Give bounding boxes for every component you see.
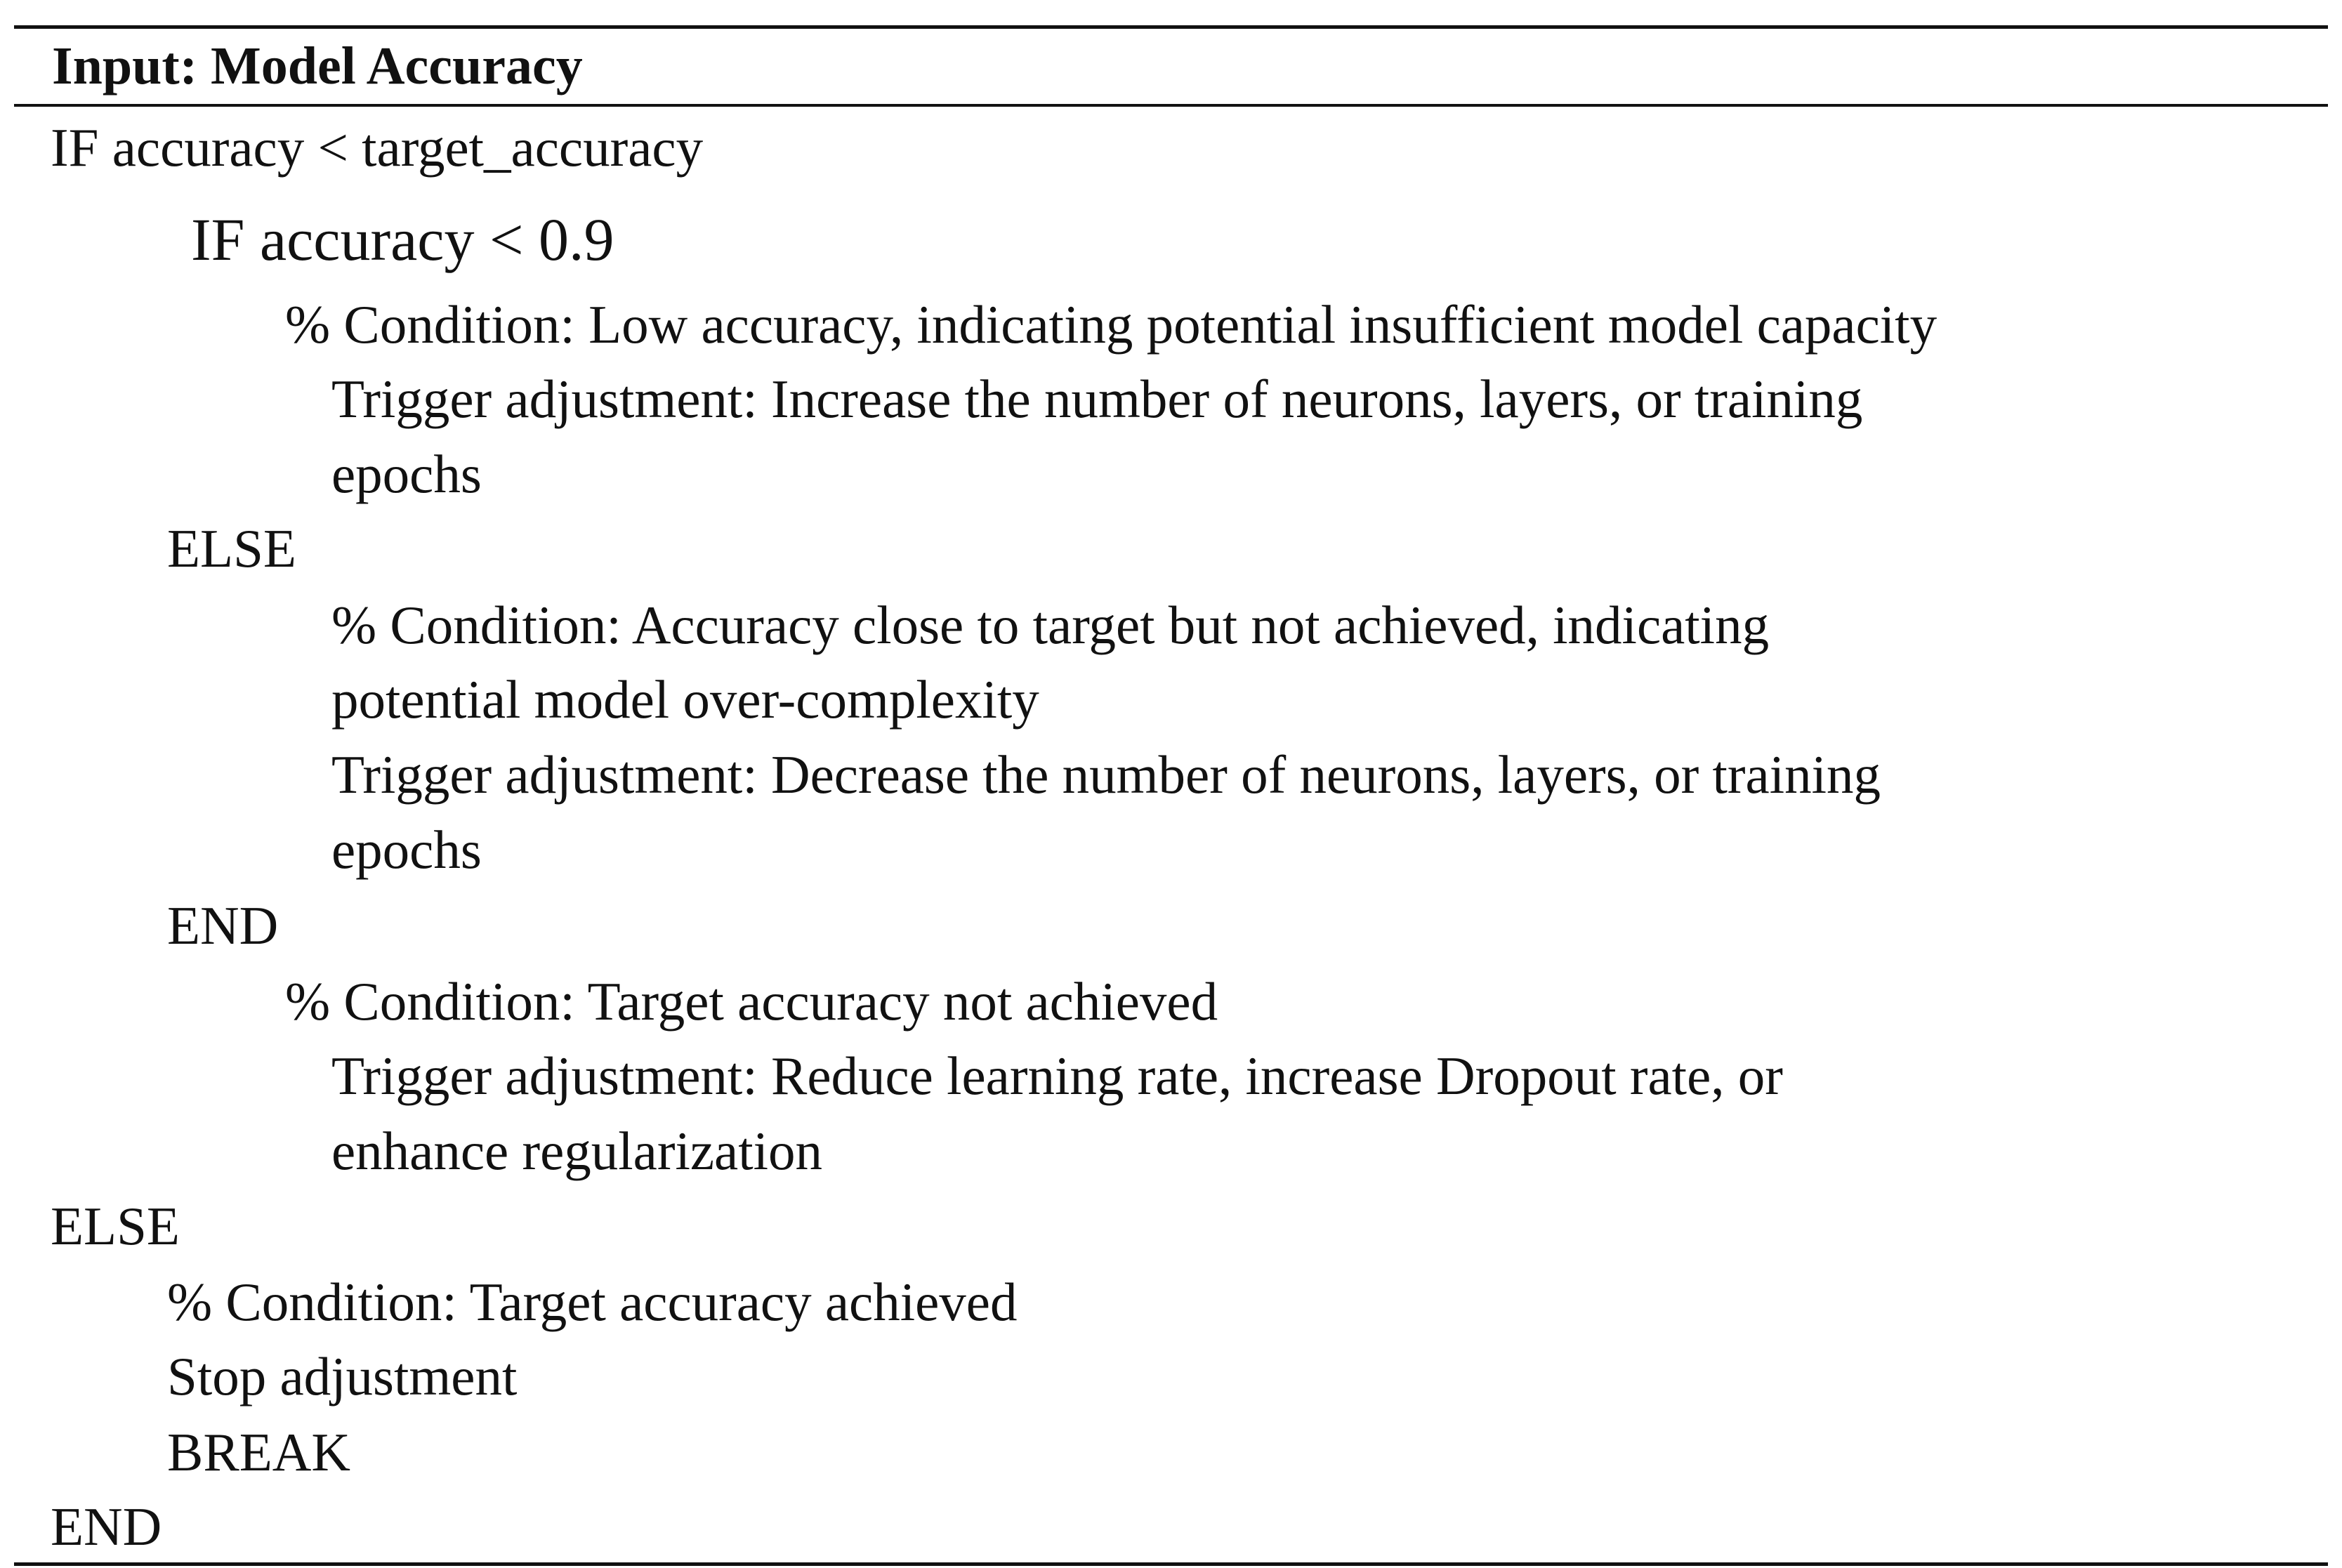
code-line: Trigger adjustment: Reduce learning rate, increase Dropout rate, or <box>331 1046 1783 1106</box>
code-line: BREAK <box>167 1422 350 1482</box>
header-rule <box>14 104 2328 107</box>
code-line: IF accuracy < 0.9 <box>191 206 614 273</box>
code-line: epochs <box>331 444 482 504</box>
code-line: % Condition: Low accuracy, indicating potential insufficient model capacity <box>285 294 1938 355</box>
code-line: epochs <box>331 819 482 880</box>
code-line: % Condition: Target accuracy achieved <box>167 1272 1018 1332</box>
code-line: % Condition: Accuracy close to target but not achieved, indicating <box>331 595 1770 655</box>
code-line: END <box>167 895 279 956</box>
code-line: Trigger adjustment: Decrease the number of neurons, layers, or training <box>331 744 1881 805</box>
code-line: ELSE <box>51 1196 180 1256</box>
code-line: IF accuracy < target_accuracy <box>51 117 704 178</box>
code-line: ELSE <box>167 518 296 579</box>
code-line: enhance regularization <box>331 1121 823 1181</box>
table-bottom-rule <box>14 1562 2328 1566</box>
table-header: Input: Model Accuracy <box>52 37 583 95</box>
code-line: END <box>51 1496 162 1557</box>
table-top-rule <box>14 25 2328 29</box>
code-line: Trigger adjustment: Increase the number of neurons, layers, or training <box>331 369 1863 429</box>
code-line: % Condition: Target accuracy not achieved <box>285 971 1218 1032</box>
code-line: Stop adjustment <box>167 1346 518 1406</box>
code-line: potential model over-complexity <box>331 669 1039 730</box>
